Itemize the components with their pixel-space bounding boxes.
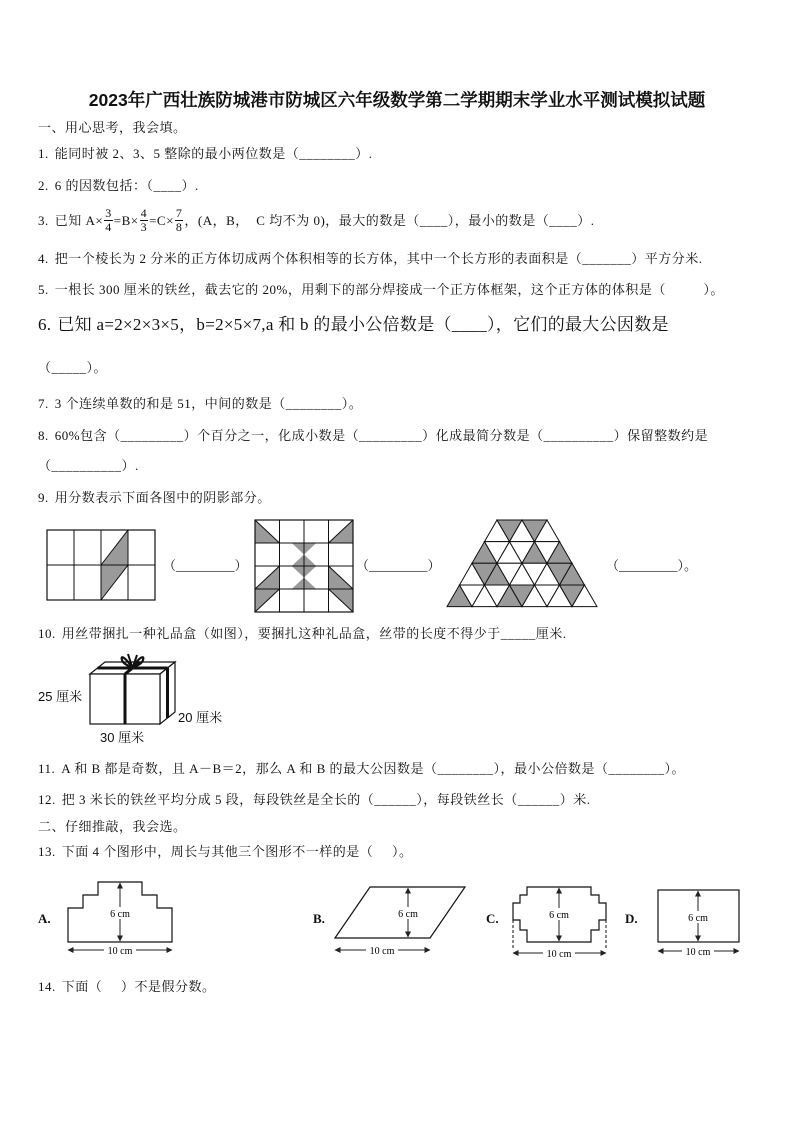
question-11: [38, 760, 685, 777]
question-text: 把一个棱长为 2 分米的正方体切成两个体积相等的长方体，其中一个长方形的表面积是（_______）平方分米.: [54, 251, 703, 266]
question-number: 14.: [38, 979, 56, 994]
base-label: 10 cm: [369, 946, 395, 957]
answer-blank-2: （_________）: [356, 558, 441, 573]
fraction-a: [104, 207, 113, 234]
base-label: 10 cm: [685, 947, 711, 958]
numerator: 3: [105, 205, 112, 220]
section-2-heading: 二、仔细推敲，我会选。: [38, 819, 187, 834]
question-text: A 和 B 都是奇数，且 A－B＝2，那么 A 和 B 的最大公因数是（________），最小公倍数是（________）。: [61, 761, 686, 776]
question-number: 4.: [38, 251, 49, 266]
question-text: 用丝带捆扎一种礼品盒（如图），要捆扎这种礼品盒，丝带的长度不得少于_____厘米.: [61, 626, 567, 641]
question-text: =C×: [149, 212, 174, 228]
question-text: 能同时被 2、3、5 整除的最小两位数是（________）.: [54, 146, 373, 161]
question-5: [38, 281, 724, 298]
question-number: 5.: [38, 282, 49, 297]
question-number: 6.: [38, 315, 52, 334]
question-text: ，(A，B， C 均不为 0)，最大的数是（____），最小的数是（____）.: [184, 212, 595, 228]
question-8-continued: （__________）.: [38, 458, 139, 473]
question-1: [38, 145, 373, 162]
answer-blank-1: （_________）: [163, 558, 248, 573]
question-number: 8.: [38, 428, 49, 443]
question-13: [38, 843, 413, 860]
gift-box-figure: [86, 652, 182, 728]
section-1-heading: 一、用心思考，我会填。: [38, 120, 187, 135]
question-number: 2.: [38, 178, 49, 193]
option-a-label: A.: [38, 911, 51, 926]
shaded-square-figure: [253, 518, 355, 614]
height-label: 6 cm: [398, 909, 418, 920]
question-6: [38, 314, 669, 336]
fraction-c: [175, 207, 184, 234]
height-label: 6 cm: [110, 909, 130, 920]
question-14: [38, 978, 216, 995]
fraction-b: [140, 207, 149, 234]
question-text: 一根长 300 厘米的铁丝，截去它的 20%，用剩下的部分焊接成一个正方体框架，这个正方体的体积是（ ）。: [54, 282, 724, 297]
question-text: 已知 a=2×2×3×5，b=2×5×7,a 和 b 的最小公倍数是（____），它们的最大公因数是: [57, 315, 669, 334]
question-text: 已知 A×: [54, 212, 104, 228]
height-label: 6 cm: [688, 913, 708, 924]
base-label: 10 cm: [546, 949, 572, 960]
box-height-label: 25 厘米: [38, 689, 83, 704]
box-width-label: 20 厘米: [178, 710, 223, 725]
question-text: 60%包含（_________）个百分之一，化成小数是（_________）化成最简分数是（__________）保留整数约是: [54, 428, 709, 443]
question-number: 9.: [38, 490, 49, 505]
question-8: [38, 427, 708, 444]
shaded-trapezoid-figure: [445, 518, 601, 610]
option-b-parallelogram-figure: [330, 880, 470, 960]
shaded-rectangle-figure: [45, 528, 157, 604]
question-10: [38, 625, 567, 642]
question-9: [38, 489, 271, 506]
box-length-label: 30 厘米: [100, 730, 145, 745]
question-number: 13.: [38, 844, 56, 859]
height-label: 6 cm: [549, 910, 569, 921]
option-c-stepped-figure: [506, 880, 616, 964]
question-6-continued: （_____）。: [38, 360, 108, 375]
question-7: [38, 395, 362, 412]
denominator: 4: [105, 219, 112, 234]
question-text: 下面 4 个图形中，周长与其他三个图形不一样的是（ ）。: [61, 844, 413, 859]
denominator: 3: [140, 219, 148, 234]
option-c-label: C.: [486, 911, 499, 926]
option-d-label: D.: [625, 911, 638, 926]
question-number: 12.: [38, 792, 56, 807]
question-number: 1.: [38, 146, 49, 161]
question-text: 3 个连续单数的和是 51，中间的数是（________）。: [54, 396, 363, 411]
question-2: [38, 177, 199, 194]
question-number: 7.: [38, 396, 49, 411]
base-label: 10 cm: [107, 946, 133, 957]
numerator: 4: [140, 205, 148, 220]
question-3: [38, 204, 595, 236]
option-d-rectangle-figure: [650, 884, 750, 960]
question-text: =B×: [113, 212, 139, 228]
question-number: 11.: [38, 761, 56, 776]
option-b-label: B.: [313, 911, 325, 926]
option-a-stepped-figure: [62, 878, 178, 960]
denominator: 8: [175, 219, 183, 234]
question-number: 10.: [38, 626, 56, 641]
answer-blank-3: （_________）。: [606, 558, 698, 573]
numerator: 7: [175, 205, 183, 220]
question-text: 用分数表示下面各图中的阴影部分。: [54, 490, 271, 505]
page-title: 2023年广西壮族防城港市防城区六年级数学第二学期期末学业水平测试模拟试题: [88, 90, 706, 110]
question-text: 6 的因数包括：（____）.: [54, 178, 199, 193]
question-4: [38, 250, 703, 267]
question-12: [38, 791, 591, 808]
question-number: 3.: [38, 212, 49, 228]
question-text: 下面（ ）不是假分数。: [61, 979, 216, 994]
question-text: 把 3 米长的铁丝平均分成 5 段，每段铁丝是全长的（______），每段铁丝长（______）米.: [61, 792, 591, 807]
